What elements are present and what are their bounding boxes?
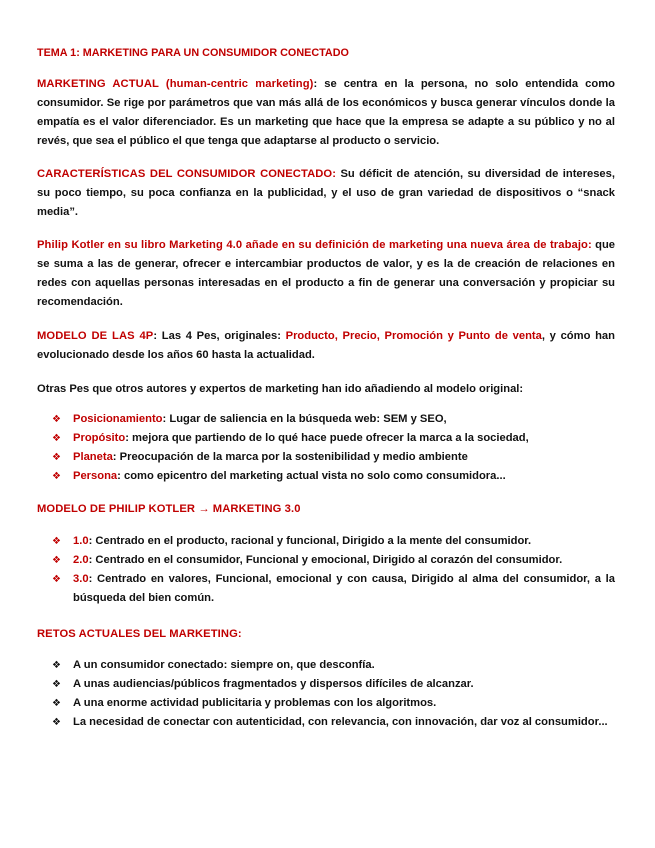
list-item: [37, 467, 615, 486]
pes-desc: : Preocupación de la marca por la sostenibilidad y medio ambiente: [112, 451, 468, 463]
pes-desc: : Lugar de saliencia en la búsqueda web: SEM y SEO,: [162, 413, 447, 425]
kotler-list-block: [37, 532, 615, 608]
diamond-bullet-icon: ❖: [52, 433, 61, 444]
paragraph-otras-pes: [37, 380, 615, 399]
pes-desc: : como epicentro del marketing actual vista no solo como consumidora...: [117, 470, 506, 482]
modelo-4p-items: Producto, Precio, Promoción y Punto de venta: [285, 330, 542, 342]
kotler-term: 2.0: [73, 554, 89, 566]
modelo-4p-text: , y cómo han evolucionado desde los años 60 hasta la actualidad.: [37, 330, 615, 361]
list-item: [37, 713, 615, 732]
reto-text: A una enorme actividad publicitaria y problemas con los algoritmos.: [73, 697, 437, 709]
list-item: [37, 694, 615, 713]
kotler-heading-block: [37, 500, 615, 519]
pes-term: Posicionamiento: [73, 413, 163, 425]
list-item: [37, 551, 615, 570]
list-item: [37, 570, 615, 608]
pes-desc: : mejora que partiendo de lo qué hace puede ofrecer la marca a la sociedad,: [125, 432, 529, 444]
paragraph-consumidor-conectado: [37, 165, 615, 222]
list-item: [37, 656, 615, 675]
kotler-definicion-heading: Philip Kotler en su libro Marketing 4.0 añade en su definición de marketing una nueva área de trabajo:: [37, 239, 592, 251]
diamond-bullet-icon: ❖: [52, 679, 61, 690]
reto-text: A unas audiencias/públicos fragmentados y dispersos difíciles de alcanzar.: [73, 678, 474, 690]
kotler-definicion-text: que se suma a las de generar, ofrecer e intercambiar productos de valor, y es la de creación de relaciones en redes con aquellas personas interesadas en el producto a fin de generar una conversación y propiciar su recomendación.: [37, 239, 615, 308]
retos-list-block: [37, 656, 615, 732]
kotler-model-heading: MODELO DE PHILIP KOTLER → MARKETING 3.0: [37, 503, 301, 515]
kotler-desc: : Centrado en valores, Funcional, emocional y con causa, Dirigido al alma del consumidor, a la búsqueda del bien común.: [73, 573, 615, 604]
list-item: [37, 429, 615, 448]
retos-list: [37, 656, 615, 732]
retos-heading: RETOS ACTUALES DEL MARKETING:: [37, 628, 242, 640]
pes-list-block: [37, 410, 615, 486]
list-item: [37, 410, 615, 429]
diamond-bullet-icon: ❖: [52, 660, 61, 671]
modelo-4p-heading: MODELO DE LAS 4P: [37, 330, 154, 342]
marketing-actual-heading: MARKETING ACTUAL (human-centric marketing): [37, 78, 314, 90]
kotler-desc: : Centrado en el consumidor, Funcional y emocional, Dirigido al corazón del consumidor.: [88, 554, 563, 566]
diamond-bullet-icon: ❖: [52, 698, 61, 709]
document-title: TEMA 1: MARKETING PARA UN CONSUMIDOR CONECTADO: [37, 47, 349, 59]
diamond-bullet-icon: ❖: [52, 555, 61, 566]
modelo-4p-intro: : Las 4 Pes, originales:: [153, 330, 286, 342]
kotler-term: 3.0: [73, 573, 89, 585]
kotler-desc: : Centrado en el producto, racional y funcional, Dirigido a la mente del consumidor.: [88, 535, 532, 547]
diamond-bullet-icon: ❖: [52, 452, 61, 463]
diamond-bullet-icon: ❖: [52, 471, 61, 482]
reto-text: La necesidad de conectar con autenticidad, con relevancia, con innovación, dar voz al consumidor...: [73, 716, 608, 728]
diamond-bullet-icon: ❖: [52, 536, 61, 547]
diamond-bullet-icon: ❖: [52, 574, 61, 585]
list-item: [37, 532, 615, 551]
paragraph-kotler-definicion: [37, 236, 615, 312]
diamond-bullet-icon: ❖: [52, 717, 61, 728]
kotler-list: [37, 532, 615, 608]
pes-list: [37, 410, 615, 486]
otras-pes-text: Otras Pes que otros autores y expertos de marketing han ido añadiendo al modelo original:: [37, 383, 524, 395]
marketing-actual-colon: :: [313, 78, 318, 90]
kotler-term: 1.0: [73, 535, 89, 547]
paragraph-marketing-actual: [37, 75, 615, 151]
consumidor-conectado-text: Su déficit de atención, su diversidad de intereses, su poco tiempo, su poca confianza en la publicidad, y el uso de gran variedad de dispositivos o “snack media”.: [37, 168, 615, 218]
pes-term: Persona: [73, 470, 118, 482]
pes-term: Planeta: [73, 451, 113, 463]
pes-term: Propósito: [73, 432, 126, 444]
paragraph-modelo-4p: [37, 327, 615, 365]
marketing-actual-text: se centra en la persona, no solo entendida como consumidor. Se rige por parámetros que van más allá de los económicos y busca generar vínculos donde la empatía es el valor diferenciador. Es un marketing que hace que la empresa se adapte a su público y no al revés, que sea el público el que tenga que adaptarse al producto o servicio.: [37, 78, 615, 147]
document-title-block: [37, 46, 615, 60]
retos-heading-block: [37, 625, 615, 644]
consumidor-conectado-heading: CARACTERÍSTICAS DEL CONSUMIDOR CONECTADO:: [37, 168, 337, 180]
diamond-bullet-icon: ❖: [52, 414, 61, 425]
list-item: [37, 675, 615, 694]
reto-text: A un consumidor conectado: siempre on, que desconfía.: [73, 659, 375, 671]
list-item: [37, 448, 615, 467]
